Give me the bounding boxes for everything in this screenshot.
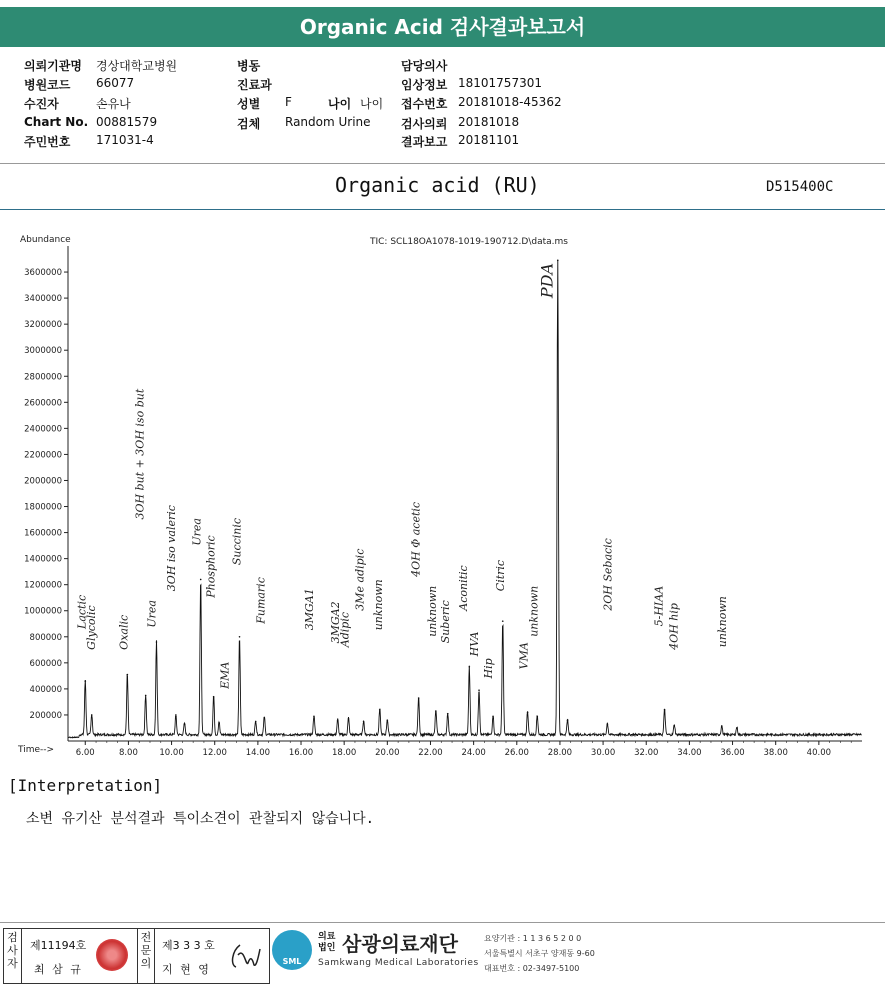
peak-point (379, 709, 381, 711)
info-label: 담당의사 (401, 59, 448, 73)
peak-point (363, 721, 365, 723)
peak-point (502, 620, 504, 622)
peak-point (447, 713, 449, 715)
info-value: 손유나 (96, 97, 131, 111)
peak-point (557, 260, 559, 262)
org-prefix: 의료 법인 (318, 932, 336, 953)
chromatogram-chart (0, 228, 885, 768)
peak-annotation: Glycolic (84, 605, 98, 650)
info-value: Random Urine (285, 115, 371, 129)
inspector-number: 제11194호 (30, 939, 87, 952)
peak-annotation: unknown (425, 585, 439, 637)
peak-annotation: 3MGA2 (328, 601, 342, 644)
peak-annotation: 3OH but + 3OH iso but (133, 388, 147, 520)
peak-point (348, 718, 350, 720)
peak-point (607, 723, 609, 725)
inspector-name: 최 삼 규 (34, 963, 83, 976)
interpretation-heading: [Interpretation] (8, 776, 163, 795)
x-tick-label: 14.00 (245, 748, 271, 758)
org-english-name: Samkwang Medical Laboratories (318, 958, 479, 968)
info-label: 검사의뢰 (401, 117, 448, 131)
x-tick-label: 24.00 (461, 748, 486, 758)
peak-point (264, 717, 266, 719)
org-phone: 대표번호 : 02-3497-5100 (484, 964, 580, 973)
peak-point (418, 697, 420, 699)
info-label: 의뢰기관명 (24, 59, 82, 73)
y-tick-label: 2200000 (24, 450, 62, 461)
org-name: 삼광의료재단 (342, 932, 458, 956)
peak-annotation: 5-HIAA (652, 585, 666, 627)
org-address: 서울특별시 서초구 양재동 9-60 (484, 949, 595, 958)
y-tick-label: 2400000 (24, 424, 62, 435)
peak-point (255, 721, 257, 723)
y-tick-label: 2800000 (24, 372, 62, 383)
peak-point (213, 696, 215, 698)
info-value: 경상대학교병원 (96, 59, 178, 73)
info-label: 성별 (237, 97, 261, 111)
y-tick-label: 1200000 (24, 580, 62, 591)
logo-text: SML (282, 957, 302, 966)
info-label: 주민번호 (24, 135, 71, 149)
peak-annotation: 3Me adipic (353, 548, 367, 611)
signature-box (3, 928, 270, 984)
x-tick-label: 12.00 (202, 748, 227, 758)
peak-point (127, 674, 129, 676)
peak-point (200, 579, 202, 581)
peak-point (218, 722, 220, 724)
reviewer-number: 제3 3 3 호 (162, 939, 215, 952)
info-label: 접수번호 (401, 97, 448, 111)
reviewer-name: 지 현 영 (162, 963, 211, 976)
age-label: 나이 (328, 97, 352, 111)
info-label: Chart No. (24, 115, 89, 129)
y-tick-label: 3000000 (24, 346, 62, 357)
peak-point (736, 727, 738, 729)
info-value: 18101757301 (458, 76, 542, 90)
peak-annotation: 4OH hip (667, 603, 681, 650)
age-value: 나이 (360, 97, 384, 111)
tic-label: TIC: SCL18OA1078-1019-190712.D\data.ms (370, 237, 568, 247)
peak-point (478, 689, 480, 691)
inspector-label: 검사자 (4, 929, 22, 983)
peak-point (469, 666, 471, 668)
reviewer-label: 전문의 (137, 929, 155, 983)
interpretation-text: 소변 유기산 분석결과 특이소견이 관찰되지 않습니다. (26, 811, 375, 827)
peak-annotation: unknown (716, 596, 730, 648)
org-code: 요양기관 : 1 1 3 6 5 2 0 0 (484, 934, 582, 943)
x-tick-label: 36.00 (720, 748, 745, 758)
peak-point (527, 712, 529, 714)
peak-annotation: Urea (145, 600, 159, 628)
report-title-banner (0, 7, 885, 47)
x-tick-label: 20.00 (375, 748, 400, 758)
info-label: 결과보고 (401, 135, 448, 149)
x-tick-label: 16.00 (288, 748, 314, 758)
inspector-seal-icon (96, 939, 128, 971)
y-tick-label: 1600000 (24, 528, 62, 539)
info-label: 검체 (237, 117, 261, 131)
report-title: Organic Acid 검사결과보고서 (299, 15, 586, 39)
peak-annotation: VMA (517, 642, 531, 670)
peak-annotation: unknown (527, 585, 541, 637)
peak-annotation: Lactic (75, 594, 89, 629)
peak-annotation: PDA (537, 262, 557, 299)
peak-annotation: HVA (467, 631, 481, 657)
peak-annotation: EMA (218, 661, 232, 689)
peak-annotation: 3OH iso valeric (164, 505, 178, 592)
x-tick-label: 40.00 (806, 748, 832, 758)
peak-annotation: Oxalic (117, 614, 131, 650)
peak-point (184, 723, 186, 725)
peak-point (84, 680, 86, 682)
peak-annotation: Fumaric (254, 577, 268, 624)
peak-point (145, 695, 147, 697)
peak-point (673, 725, 675, 727)
peak-point (536, 715, 538, 717)
info-label: 임상정보 (401, 78, 448, 92)
peak-annotation: Hip (481, 658, 495, 679)
peak-annotation: Succinic (230, 517, 244, 566)
peak-annotation: 4OH Φ acetic (409, 501, 423, 577)
peak-point (664, 709, 666, 711)
peak-point (91, 714, 93, 716)
info-value: 20181101 (458, 133, 520, 147)
x-tick-label: 6.00 (75, 748, 95, 758)
divider-section (0, 209, 885, 210)
x-tick-label: 28.00 (547, 748, 573, 758)
y-tick-label: 2000000 (24, 476, 62, 487)
peak-point (387, 719, 389, 721)
info-value: 171031-4 (96, 133, 154, 147)
peak-annotation: Citric (493, 559, 507, 592)
section-title: Organic acid (RU) (335, 173, 540, 197)
info-value: 20181018 (458, 115, 520, 129)
peak-point (337, 719, 339, 721)
peak-annotation: Adipic (338, 611, 352, 648)
y-tick-label: 200000 (29, 710, 62, 721)
x-tick-label: 8.00 (118, 748, 138, 758)
x-axis-label: Time--> (18, 745, 55, 755)
x-tick-label: 34.00 (677, 748, 702, 758)
x-tick-label: 30.00 (590, 748, 616, 758)
info-value: 20181018-45362 (458, 95, 562, 109)
peak-annotation: 3MGA1 (302, 588, 316, 631)
info-value: 00881579 (96, 115, 158, 129)
divider-top (0, 163, 885, 164)
info-label: 진료과 (237, 78, 272, 92)
peak-point (435, 710, 437, 712)
y-tick-label: 3600000 (24, 268, 62, 279)
peak-point (313, 715, 315, 717)
x-tick-label: 26.00 (504, 748, 529, 758)
info-label: 병동 (237, 59, 261, 73)
peak-annotation: Suberic (438, 600, 452, 644)
peak-point (492, 715, 494, 717)
y-tick-label: 2600000 (24, 398, 62, 409)
peak-annotation: 2OH Sebacic (601, 538, 615, 611)
y-axis-label: Abundance (20, 235, 71, 245)
peak-annotation: unknown (371, 579, 385, 631)
y-tick-label: 600000 (29, 658, 62, 669)
footer (0, 922, 885, 992)
sml-logo-icon (272, 930, 312, 970)
reviewer-signature-icon (226, 937, 264, 975)
tic-trace (68, 260, 862, 738)
section-id: D515400C (766, 179, 834, 195)
info-label: 병원코드 (24, 78, 71, 92)
x-tick-label: 32.00 (634, 748, 659, 758)
y-tick-label: 3400000 (24, 294, 62, 305)
section-header (0, 173, 885, 203)
y-tick-label: 1800000 (24, 502, 62, 513)
y-tick-label: 800000 (29, 632, 62, 643)
y-tick-label: 3200000 (24, 320, 62, 331)
org-contact-info (484, 931, 595, 976)
info-value: F (285, 95, 292, 109)
peak-point (156, 641, 158, 643)
x-tick-label: 10.00 (159, 748, 184, 758)
info-label: 수진자 (24, 97, 59, 111)
x-tick-label: 18.00 (332, 748, 357, 758)
x-tick-label: 38.00 (763, 748, 788, 758)
y-tick-label: 1000000 (24, 606, 62, 617)
x-tick-label: 22.00 (418, 748, 443, 758)
peak-point (239, 636, 241, 638)
peak-annotation: Urea (190, 517, 204, 546)
peak-point (567, 719, 569, 721)
peak-point (175, 715, 177, 717)
patient-info-section (0, 55, 885, 160)
y-tick-label: 1400000 (24, 554, 62, 565)
info-value: 66077 (96, 76, 135, 90)
y-tick-label: 400000 (29, 684, 62, 695)
peak-annotation: Aconitic (457, 565, 471, 611)
peak-annotation: Phosphoric (204, 535, 218, 598)
peak-point (721, 726, 723, 728)
